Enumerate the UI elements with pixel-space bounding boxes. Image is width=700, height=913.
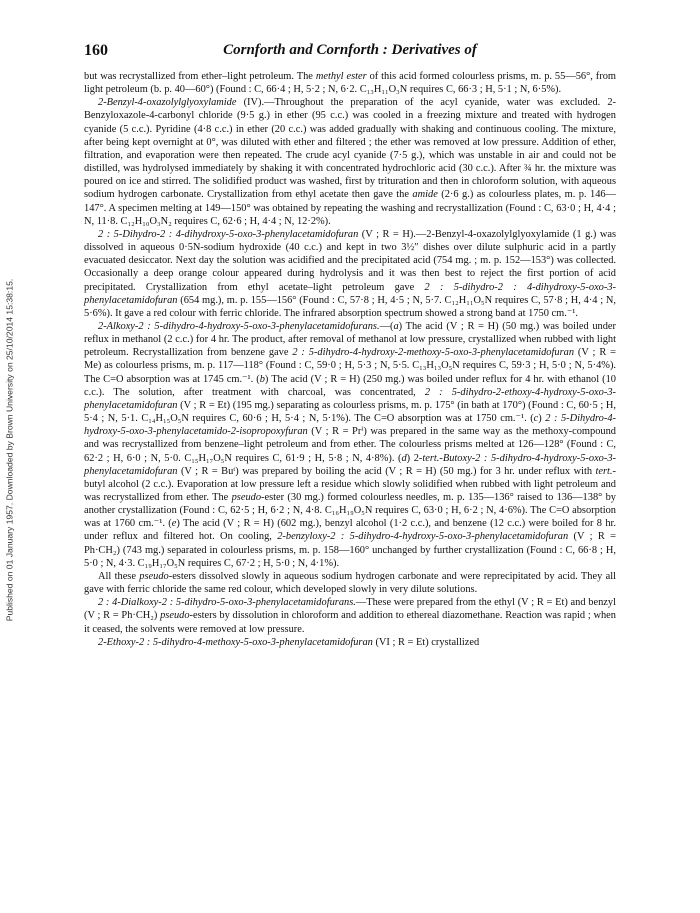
text-run: ) The acid (V ; R = H) (50 mg.) was boiled under reflux in methanol (2 c.c.) for 4 hr. The product, after removal of methanol at low pressure, crystallized when rubbed with light petroleum. Recrystallization from benzene gave <box>84 320 617 359</box>
text-run: (V ; R = H).—2-Benzyl-4-oxazolylglyoxylamide (1 g.) was dissolved in aqueous 0·5N-sodium hydroxide (40 c.c.) and kept in two 3½″ dishes over dilute sulphuric acid in a partly evacuated desiccator. Next day the solution was acidified and the precipitated acid (754 mg. ; m. p. 152—153°) was collected. Occasionally a deep orange colour appeared during hydrolysis and it was then best to reject the first portion of acid precipitated. Crystallization from ethyl acetate–light petroleum gave <box>84 228 616 293</box>
italic-run: 2-Alkoxy-2 : 5-dihydro-4-hydroxy-5-oxo-3-phenylacetamidofurans. <box>98 320 380 332</box>
page-number: 160 <box>84 42 108 59</box>
text-run: (V ; R = Ph·CH₂) (743 mg.) separated in colourless prisms, m. p. 158—160° unchanged by further crystallization (Found : C, 66·8 ; H, 5·0 ; N, 4·3. C₁₉H₁₇O₅N requires C, 67·2 ; H, 5·0 ; N, 4·1%). <box>84 531 616 569</box>
text-run: (V ; R = Me) as colourless prisms, m. p. 117—118° (Found : C, 59·0 ; H, 5·3 ; N, 5·5. C₁₃H₁₃O₅N requires C, 59·3 ; H, 5·0 ; N, 5·4%). The C=O absorption was at 1745 cm.⁻¹. ( <box>84 347 616 385</box>
text-run: (V ; R = Buᵗ) was prepared by boiling the acid (V ; R = H) (50 mg.) for 3 hr. under reflux with <box>177 465 596 477</box>
paragraph <box>84 636 616 649</box>
text-run: of this acid formed colourless prisms, m. p. 55—56°, from light petroleum (b. p. 40—60°) (Found : C, 66·4 ; H, 5·2 ; N, 6·2. C₁₃H₁₁O₃N requires C, 66·3 ; H, 5·1 ; N, 6·5%). <box>84 71 616 96</box>
paragraph <box>84 70 616 96</box>
italic-run: pseudo <box>231 492 262 503</box>
paragraph <box>84 570 616 596</box>
text-run: (654 mg.), m. p. 155—156° (Found : C, 57·8 ; H, 4·5 ; N, 5·7. C₁₂H₁₁O₅N requires C, 57·8 ; H, 4·4 ; N, 5·6%). It gave a red colour with ferric chloride. The infrared absorption spectrum showed a strong band at 1750 cm.⁻¹. <box>84 294 616 319</box>
paragraph <box>84 320 616 570</box>
page-header <box>84 42 616 64</box>
italic-run: a <box>393 320 399 332</box>
text-run: (V ; R = Et) (195 mg.) separating as colourless prisms, m. p. 175° (in bath at 170°) (Found : C, 60·5 ; H, 5·4 ; N, 5·1. C₁₄H₁₅O₅N requires C, 60·6 ; H, 5·4 ; N, 5·1%). The C=O absorption was at 1750 cm.⁻¹. ( <box>84 399 616 425</box>
italic-run: 2-benzyloxy-2 : 5-dihydro-4-hydroxy-5-oxo-3-phenylacetamidofuran <box>277 531 569 543</box>
italic-run: 2 : 5-dihydro-2 : 4-dihydroxy-5-oxo-3-phenylacetamidofuran <box>84 281 616 306</box>
paragraph <box>84 96 616 228</box>
italic-run: e <box>171 518 177 530</box>
italic-run: tert. <box>595 465 613 477</box>
text-run: —( <box>379 320 394 332</box>
italic-run: pseudo <box>139 570 169 582</box>
text-run: ) <box>538 413 546 425</box>
text-run: (VI ; R = Et) crystallized <box>372 636 480 648</box>
text-run: -esters dissolved slowly in aqueous sodium hydrogen carbonate and were reprecipitated by acid. They all gave with ferric chloride the same red colour, which developed slowly in very dilute solutions. <box>84 570 616 596</box>
text-run: ) The acid (V ; R = H) (250 mg.) was boiled under reflux for 4 hr. with ethanol (10 c.c.). The solution, after treatment with charcoal, was concentrated, <box>84 373 616 398</box>
italic-run: 2-Ethoxy-2 : 5-dihydro-4-methoxy-5-oxo-3-phenylacetamidofuran <box>98 636 373 648</box>
text-run: -ester (30 mg.) formed colourless needles, m. p. 135—136° raised to 136—138° by another crystallization (Found : C, 62·5 ; H, 6·2 ; N, 4·8. C₁₆H₁₉O₅N requires C, 63·0 ; H, 6·2 ; N, 4·6%). The C=O absorption was at 1760 cm.⁻¹. ( <box>84 492 616 530</box>
download-notice <box>0 150 18 750</box>
text-run: —These were prepared from the ethyl (V ; R = Et) and benzyl (V ; R = Ph·CH₂) <box>84 597 616 622</box>
italic-run: tert. <box>422 452 440 464</box>
text-run: -esters by dissolution in chloroform and addition to ethereal diazomethane. Reaction was rapid ; when it ceased, the solvents were removed at low pressure. <box>84 610 616 635</box>
text-run: (IV).—Throughout the preparation of the acyl cyanide, water was excluded. 2-Benzyloxazole-4-carbonyl chloride (9·5 g.) in ether (95 c.c.) was cooled in a freezing mixture and treated with hydrogen cyanide (5 c.c.). Pyridine (4·8 c.c.) in ether (20 c.c.) was added gradually with shaking and continuous cooling. The mixture, after being kept overnight at 0°, was diluted with ether and filtered ; the ether was removed at low pressure. Addition of ether, filtration, and evaporation were then repeated. The crude acyl cyanide (7·5 g.), which was unstable in air and could not be distilled, was hydrolysed immediately by shaking it with concentrated hydrochloric acid (30 c.c.). After ¾ hr. the mixture was poured on ice and stirred. The solidified product was washed, first by trituration and then in chloroform solution, with aqueous sodium hydrogen carbonate. Crystallization from ethyl acetate then gave the <box>84 97 616 201</box>
journal-page <box>84 42 616 649</box>
italic-run: d <box>401 452 407 464</box>
italic-run: Butoxy-2 : 5-dihydro-4-hydroxy-5-oxo-3-phenylacetamidofuran <box>84 452 616 477</box>
text-run: All these <box>98 570 140 582</box>
text-run: (2·6 g.) as colourless plates, m. p. 146—147°. A specimen melting at 149—150° was obtained by repeating the washing and recrystallization (Found : C, 63·0 ; H, 4·4 ; N, 11·8. C₁₂H₁₀O₃N₂ requires C, 62·6 ; H, 4·4 ; N, 12·2%). <box>84 189 616 227</box>
italic-run: 2 : 4-Dialkoxy-2 : 5-dihydro-5-oxo-3-phenylacetamidofurans. <box>98 597 356 609</box>
italic-run: 2-Benzyl-4-oxazolylglyoxylamide <box>98 97 237 109</box>
text-run: - <box>439 452 443 464</box>
text-run: -butyl alcohol (2 c.c.). Evaporation at low pressure left a residue which slowly solidified when rubbed with light petroleum and was recrystallized from ether. The <box>84 465 616 503</box>
running-head: Cornforth and Cornforth : Derivatives of <box>223 42 477 58</box>
text-run: (V ; R = Prⁱ) was prepared in the same way as the methoxy-compound and was recrystallized from benzene–light petroleum and from ether. The colourless prisms melted at 126—128° (Found : C, 62·2 ; H, 6·0 ; N, 5·0. C₁₅H₁₇O₅N requires C, 61·9 ; H, 5·8 ; N, 4·8%). ( <box>84 426 616 464</box>
download-notice-text: Published on 01 January 1957. Downloaded by Brown University on 25/10/2014 15:38:15. <box>4 278 14 622</box>
italic-run: b <box>259 373 265 385</box>
article-body <box>84 70 616 649</box>
italic-run: 2 : 5-dihydro-4-hydroxy-2-methoxy-5-oxo-3-phenylacetamidofuran <box>292 347 575 359</box>
italic-run: amide <box>412 189 438 201</box>
italic-run: c <box>533 413 539 425</box>
italic-run: 2 : 5-dihydro-2-ethoxy-4-hydroxy-5-oxo-3-phenylacetamidofuran <box>84 386 616 411</box>
italic-run: pseudo <box>160 610 190 622</box>
italic-run: 2 : 5-Dihydro-2 : 4-dihydroxy-5-oxo-3-phenylacetamidofuran <box>98 228 359 240</box>
italic-run: 2 : 5-Dihydro-4-hydroxy-5-oxo-3-phenylacetamido-2-isopropoxyfuran <box>84 413 616 438</box>
paragraph <box>84 228 616 320</box>
text-run: ) 2- <box>406 452 423 464</box>
paragraph <box>84 596 616 635</box>
italic-run: methyl ester <box>315 71 367 82</box>
text-run: but was recrystallized from ether–light petroleum. The <box>84 71 316 82</box>
text-run: ) The acid (V ; R = H) (602 mg.), benzyl alcohol (1·2 c.c.), and benzene (12 c.c.) were boiled for 8 hr. under reflux and filtered hot. On cooling, <box>84 518 617 543</box>
